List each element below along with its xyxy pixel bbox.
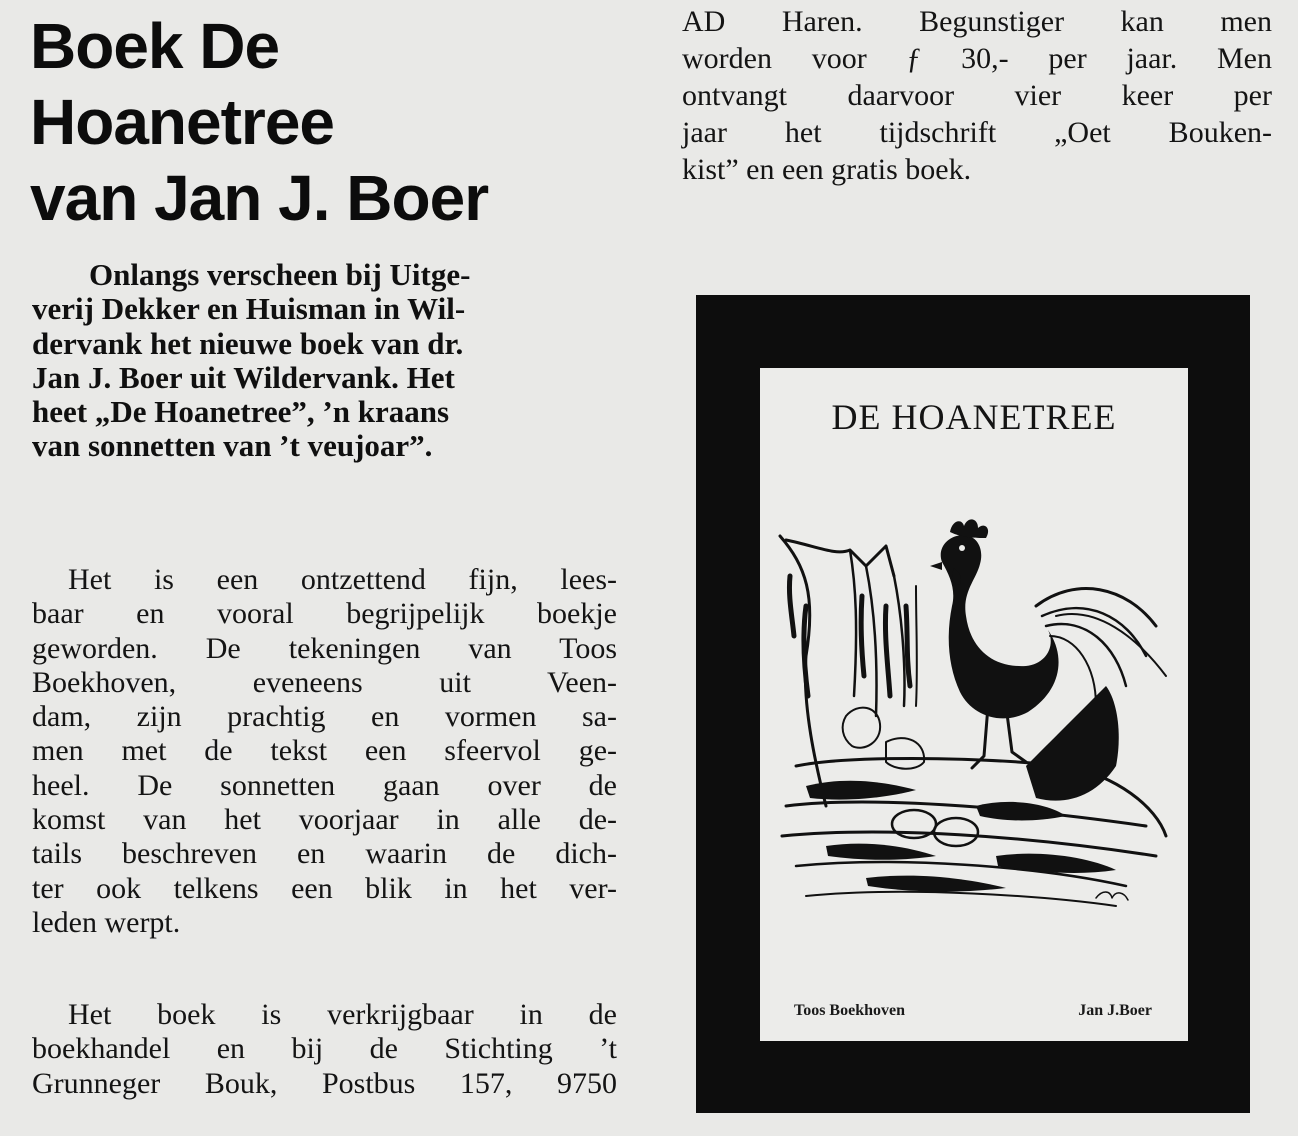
body-line: Grunneger Bouk, Postbus 157, 9750 [32, 1066, 617, 1100]
body-line: Het is een ontzettend fijn, lees- [68, 563, 617, 596]
book-cover-illustrator: Toos Boekhoven [794, 1002, 905, 1019]
continuation-paragraph [682, 3, 1272, 188]
continuation-line: ontvangt daarvoor vier keer per [682, 79, 1272, 112]
lead-line: dervank het nieuwe boek van dr. [32, 325, 464, 361]
body-line: Het boek is verkrijgbaar in de [68, 998, 617, 1031]
headline-line: Boek De [30, 10, 280, 82]
book-cover [760, 368, 1188, 1041]
continuation-line: worden voor ƒ 30,- per jaar. Men [682, 42, 1272, 75]
lead-paragraph [32, 258, 617, 464]
lead-line: verij Dekker en Huisman in Wil- [32, 291, 466, 327]
body-line: ter ook telkens een blik in het ver- [32, 871, 617, 905]
body-line: dam, zijn prachtig en vormen sa- [32, 700, 617, 734]
continuation-line: jaar het tijdschrift „Oet Bouken- [682, 116, 1272, 149]
book-cover-author: Jan J.Boer [1078, 1002, 1152, 1019]
headline [30, 8, 630, 236]
lead-line: van sonnetten van ’t veujoar”. [32, 428, 433, 464]
body-paragraph [32, 998, 617, 1101]
body-line: geworden. De tekeningen van Toos [32, 631, 617, 665]
lead-line: heet „De Hoanetree”, ’n kraans [32, 394, 450, 430]
lead-line: Onlangs verscheen bij Uitge- [89, 257, 471, 292]
continuation-line: kist” en een gratis boek. [682, 153, 972, 186]
body-paragraph [32, 563, 617, 940]
lead-line: Jan J. Boer uit Wildervank. Het [32, 359, 455, 395]
body-line: tails beschreven en waarin de dich- [32, 837, 617, 871]
body-line: boekhandel en bij de Stichting ’t [32, 1032, 617, 1066]
continuation-line: AD Haren. Begunstiger kan men [682, 5, 1272, 38]
body-line: baar en vooral begrijpelijk boekje [32, 597, 617, 631]
rooster-illustration [766, 506, 1182, 936]
body-line: leden werpt. [32, 905, 181, 939]
book-cover-title: DE HOANETREE [831, 397, 1117, 437]
body-line: Boekhoven, eveneens uit Veen- [32, 665, 617, 699]
body-line: men met de tekst een sfeervol ge- [32, 734, 617, 768]
body-line: heel. De sonnetten gaan over de [32, 768, 617, 802]
headline-line: Hoanetree [30, 86, 334, 158]
headline-line: van Jan J. Boer [30, 162, 489, 234]
body-line: komst van het voorjaar in alle de- [32, 803, 617, 837]
